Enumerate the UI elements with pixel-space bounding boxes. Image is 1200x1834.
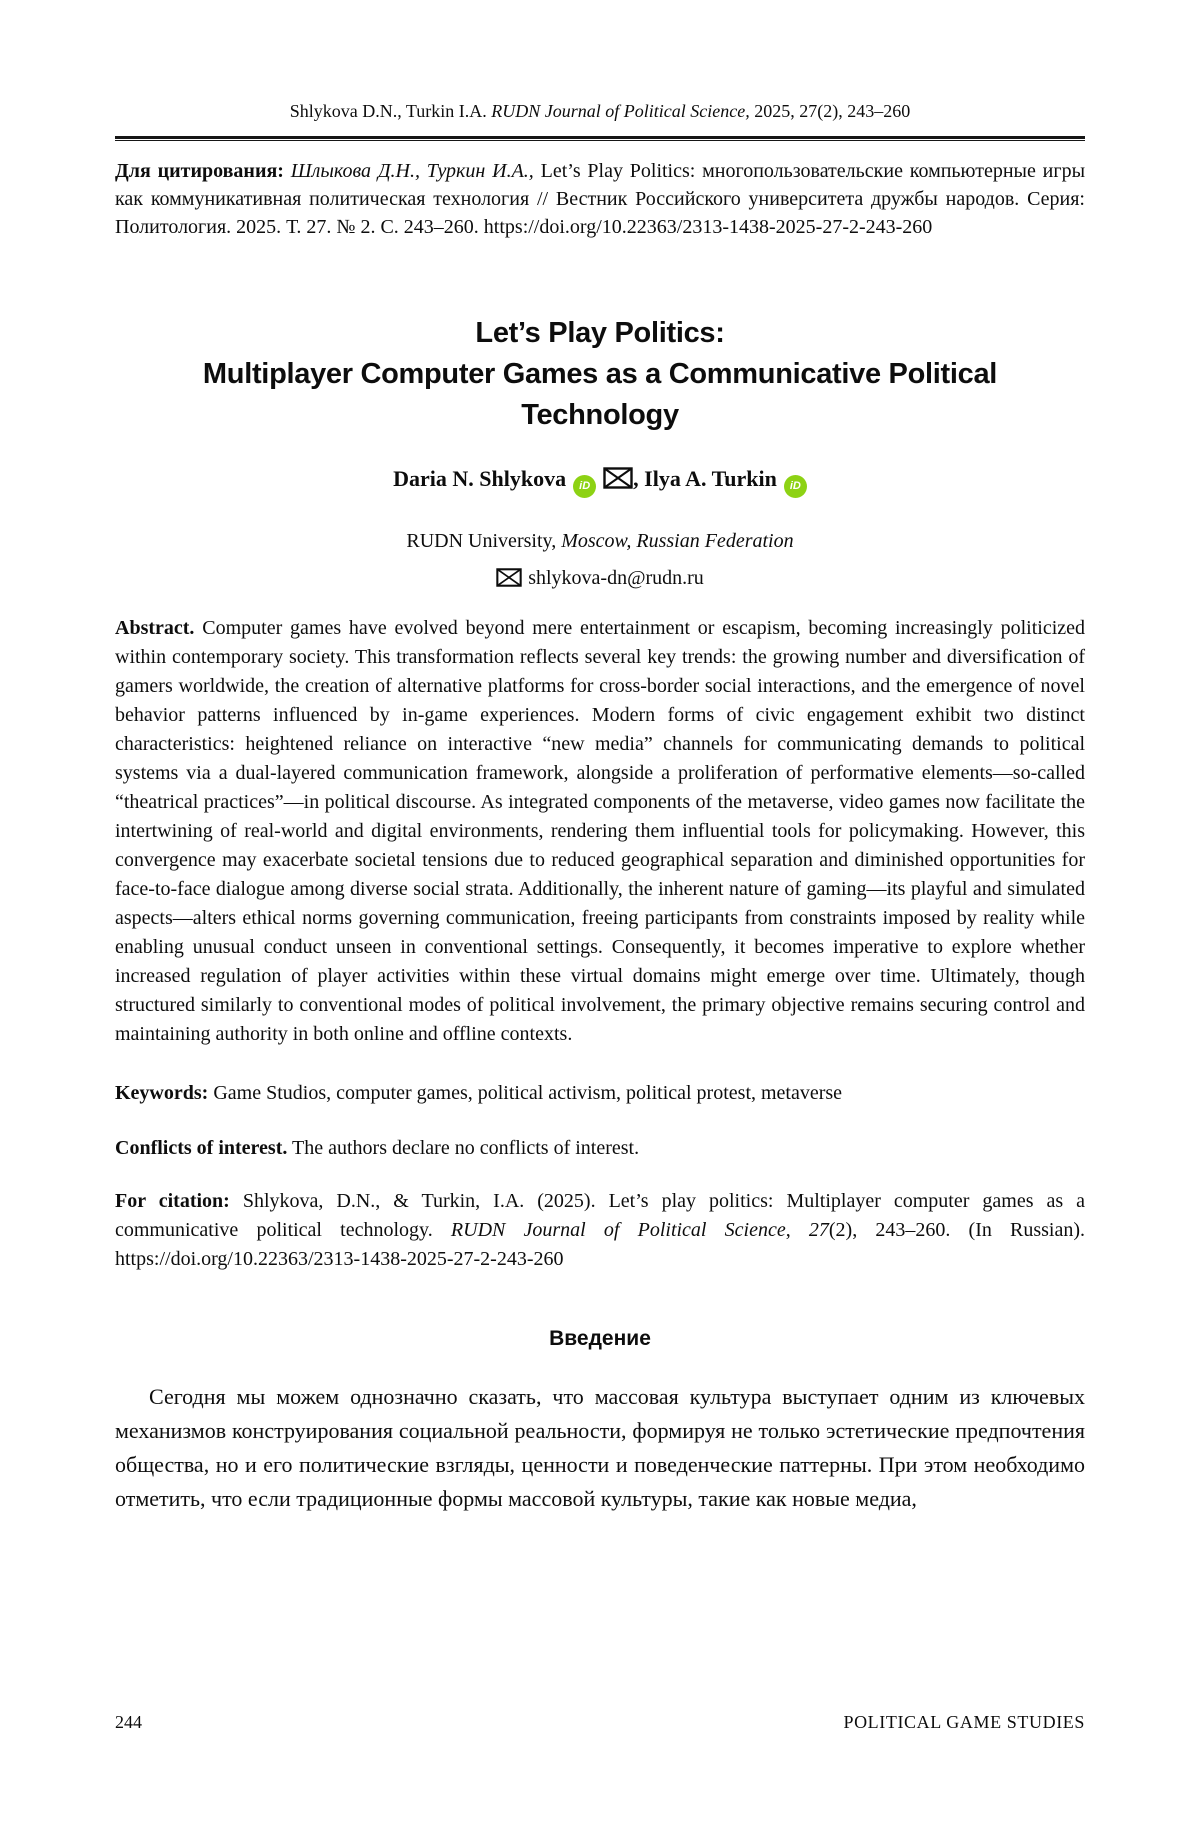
footer-journal-section: POLITICAL GAME STUDIES — [843, 1712, 1085, 1732]
keywords — [115, 1079, 1085, 1108]
title-line-3: Technology — [521, 399, 679, 431]
abstract — [115, 614, 1085, 1049]
running-head-issue: 2025, 27(2), 243–260 — [754, 101, 911, 121]
orcid-icon[interactable]: iD — [784, 475, 807, 498]
email-envelope-icon[interactable] — [603, 467, 633, 489]
page-number: 244 — [115, 1712, 142, 1732]
email-address[interactable]: shlykova-dn@rudn.ru — [528, 567, 704, 589]
author-1-name: Daria N. Shlykova — [393, 466, 567, 491]
for-citation-comma: , — [785, 1219, 791, 1241]
for-citation-text-before: Shlykova, D.N., & Turkin, I.A. (2025). Let’s play politics: Multiplayer computer games as a communicative political technology. — [115, 1190, 1086, 1241]
orcid-icon[interactable]: iD — [573, 475, 596, 498]
keywords-text: Game Studios, computer games, political activism, political protest, metaverse — [213, 1082, 843, 1104]
running-head — [115, 100, 1085, 122]
conflicts-text: The authors declare no conflicts of interest. — [292, 1137, 640, 1159]
for-citation-label: For citation: — [115, 1190, 230, 1212]
for-citation-text-after: (2), 243–260. (In Russian). https://doi.org/10.22363/2313-1438-2025-27-2-243-260 — [115, 1219, 1086, 1270]
abstract-text: Computer games have evolved beyond mere entertainment or escapism, becoming increasingly politicized within contemporary society. This transformation reflects several key trends: the growing number and diversification of gamers worldwide, the creation of alternative platforms for cross-border social interactions, and the emergence of novel behavior patterns influenced by in-game experiences. Modern forms of civic engagement exhibit two distinct characteristics: heightened reliance on interactive “new media” channels for communicating demands to political systems via a dual-layered communication framework, alongside a proliferation of performative elements—so-called “theatrical practices”—in political discourse. As integrated components of the metaverse, video games now facilitate the intertwining of real-world and digital environments, rendering them influential tools for policymaking. However, this convergence may exacerbate societal tensions due to reduced geographical separation and diminished opportunities for face-to-face dialogue among diverse social strata. Additionally, the inherent nature of gaming—its playful and simulated aspects—alters ethical norms governing communication, freeing participants from constraints imposed by reality while enabling unusual conduct unseen in conventional settings. Consequently, it becomes imperative to explore whether increased regulation of player activities within these virtual domains might emerge over time. Ultimately, though structured similarly to conventional modes of political involvement, the primary objective remains securing control and maintaining authority in both online and offline contexts. — [115, 617, 1086, 1045]
author-2-name: Ilya A. Turkin — [644, 466, 777, 491]
page-footer — [115, 1712, 1085, 1733]
title-line-2: Multiplayer Computer Games as a Communicative Political — [202, 358, 998, 390]
author-separator: , — [633, 466, 639, 491]
title-line-1: Let’s Play Politics: — [475, 317, 725, 349]
for-citation-volume: 27 — [808, 1219, 829, 1241]
conflicts-label: Conflicts of interest. — [115, 1137, 288, 1159]
affiliation — [115, 530, 1085, 553]
running-head-journal: RUDN Journal of Political Science, — [491, 101, 750, 121]
citation-ru-text: Let’s Play Politics: многопользовательские компьютерные игры как коммуникативная политическая технология // Вестник Российского университета дружбы народов. Серия: Политология. 2025. Т. 27. № 2. С. 243–260. https://doi.org/10.22363/2313-1438-2025-27-2-243-260 — [115, 160, 1086, 238]
for-citation — [115, 1187, 1085, 1274]
citation-ru — [115, 157, 1085, 241]
page-title — [115, 313, 1085, 436]
conflicts-of-interest — [115, 1134, 1085, 1163]
citation-ru-authors: Шлыкова Д.Н., Туркин И.А., — [290, 160, 534, 182]
email-line — [115, 567, 1085, 590]
affiliation-location: Moscow, Russian Federation — [561, 530, 794, 552]
email-envelope-icon[interactable] — [496, 568, 522, 587]
keywords-label: Keywords: — [115, 1082, 209, 1104]
citation-ru-label: Для цитирования: — [115, 160, 284, 182]
header-rule — [115, 136, 1085, 141]
running-head-authors: Shlykova D.N., Turkin I.A. — [289, 101, 487, 121]
intro-paragraph: Сегодня мы можем однозначно сказать, что массовая культура выступает одним из ключевых механизмов конструирования социальной реальности, формируя не только эстетические предпочтения общества, но и его политические взгляды, ценности и поведенческие паттерны. При этом необходимо отметить, что если традиционные формы массовой культуры, такие как новые медиа, — [115, 1384, 1085, 1511]
section-heading-introduction: Введение — [549, 1327, 651, 1350]
abstract-label: Abstract. — [115, 617, 195, 639]
affiliation-org: RUDN University, — [406, 530, 557, 552]
authors-line — [115, 466, 1085, 498]
for-citation-journal: RUDN Journal of Political Science — [450, 1219, 786, 1241]
